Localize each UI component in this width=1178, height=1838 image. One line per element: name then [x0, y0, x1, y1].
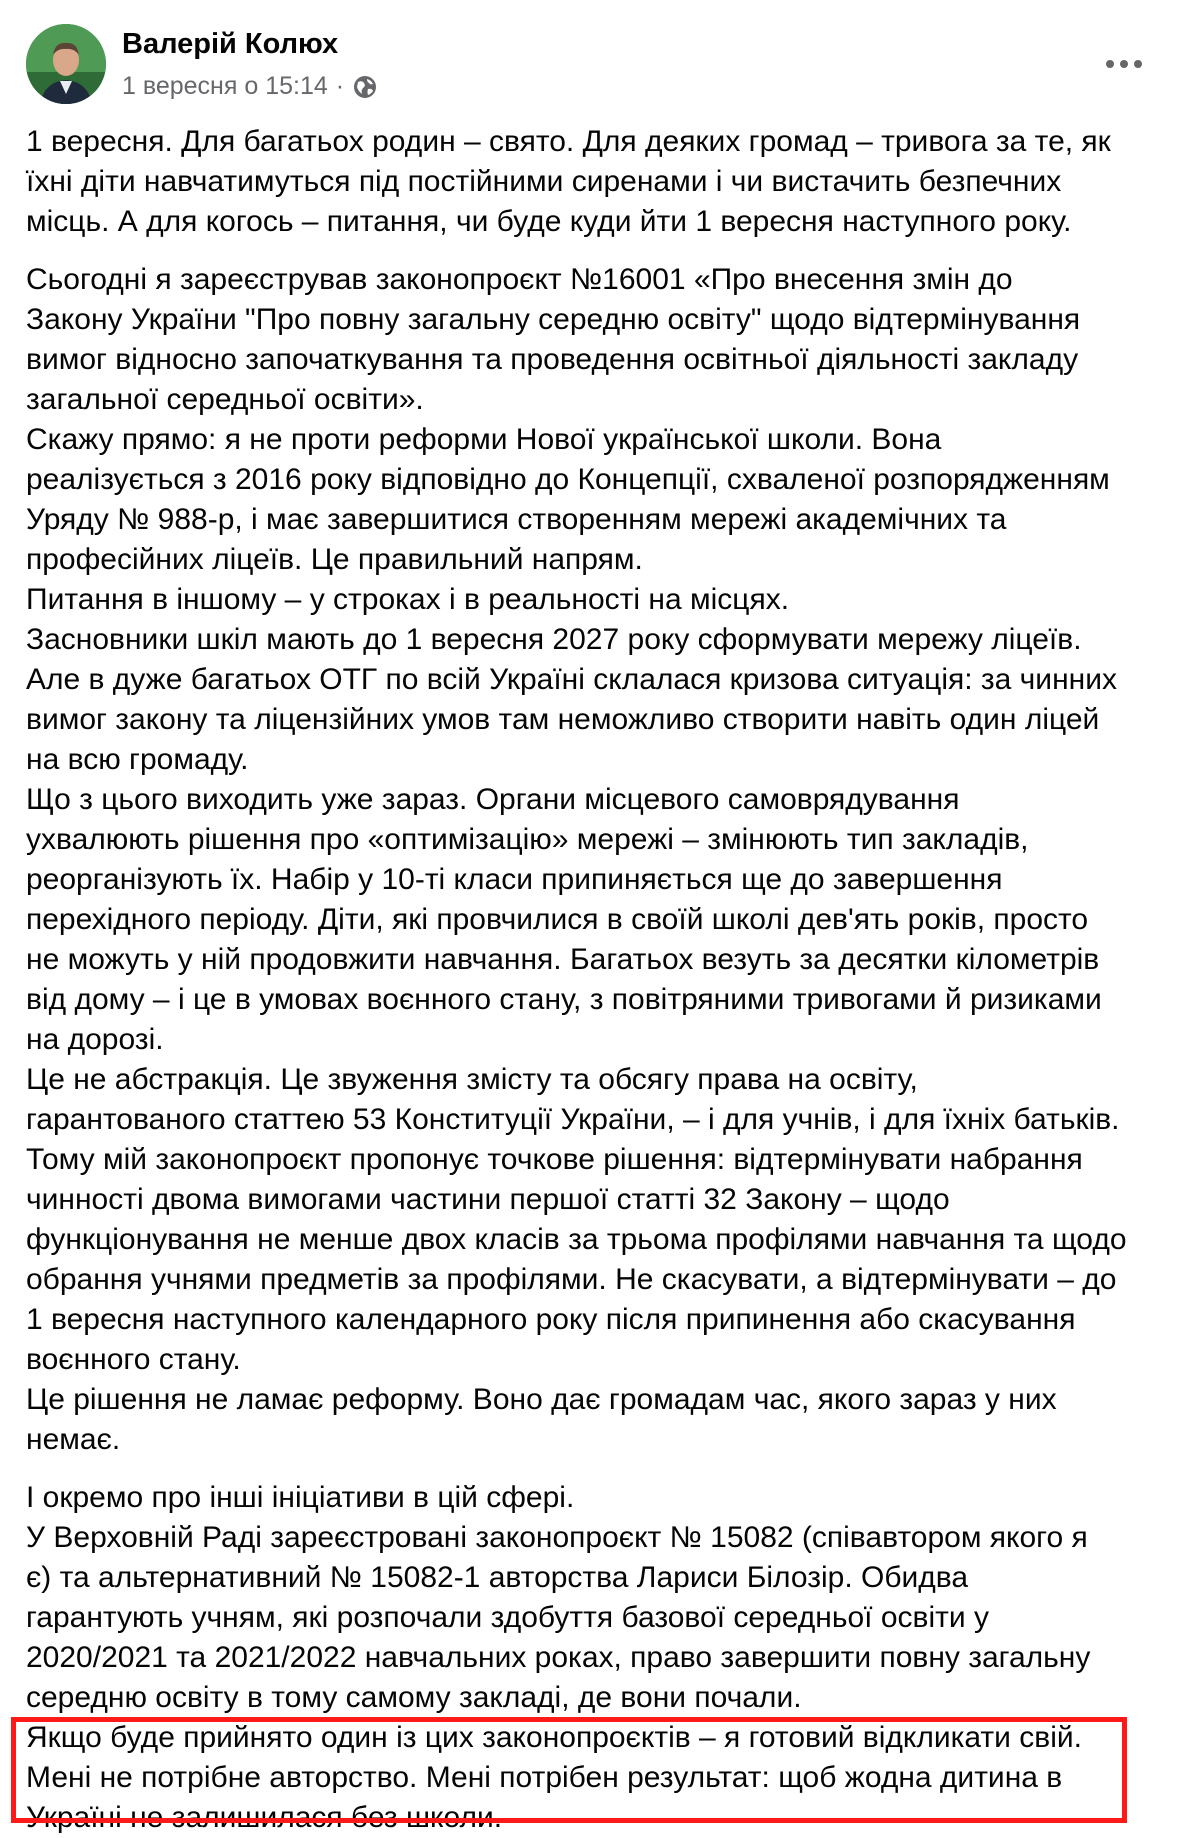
- post-text-line: Україні не залишилася без школи.: [26, 1801, 503, 1834]
- more-options-button[interactable]: [1092, 44, 1156, 84]
- post-text-line: вимог закону та ліцензійних умов там неможливо створити навіть один ліцей: [26, 703, 1100, 736]
- post-text-line: воєнного стану.: [26, 1343, 241, 1376]
- post-text-line: перехідного періоду. Діти, які провчилися в своїй школі дев'ять років, просто: [26, 903, 1089, 936]
- post-text-line: функціонування не менше двох класів за трьома профілями навчання та щодо: [26, 1223, 1127, 1256]
- avatar-photo-icon: [26, 24, 106, 104]
- more-options-icon: [1106, 60, 1114, 68]
- post-text-line: Уряду № 988-р, і має завершитися створенням мережі академічних та: [26, 503, 1007, 536]
- globe-icon[interactable]: [352, 74, 378, 100]
- post-text-line: реалізується з 2016 року відповідно до Концепції, схваленої розпорядженням: [26, 463, 1110, 496]
- post-text-line: Але в дуже багатьох ОТГ по всій Україні склалася кризова ситуація: за чинних: [26, 663, 1117, 696]
- post-paragraph: [26, 122, 1160, 242]
- author-avatar[interactable]: [26, 24, 106, 104]
- post-header: [26, 24, 1156, 108]
- post-text-line: 1 вересня. Для багатьох родин – свято. Для деяких громад – тривога за те, як: [26, 125, 1111, 158]
- post-text-line: від дому – і це в умовах воєнного стану, з повітряними тривогами й ризиками: [26, 983, 1102, 1016]
- post-text-line: Питання в іншому – у строках і в реальності на місцях.: [26, 583, 790, 616]
- post-text-line: У Верховній Раді зареєстровані законопроєкт № 15082 (співавтором якого я: [26, 1521, 1088, 1554]
- post-text-line: Якщо буде прийнято один із цих законопроєктів – я готовий відкликати свій.: [26, 1721, 1082, 1754]
- post-meta: [122, 72, 378, 101]
- post-text-line: їхні діти навчатимуться під постійними сиренами і чи вистачить безпечних: [26, 165, 1062, 198]
- post-text-line: вимог відносно започаткування та проведення освітньої діяльності закладу: [26, 343, 1079, 376]
- post-text-line: Закону України "Про повну загальну середню освіту" щодо відтермінування: [26, 303, 1081, 336]
- post-text-line: гарантованого статтею 53 Конституції України, – і для учнів, і для їхніх батьків.: [26, 1103, 1120, 1136]
- post-text-line: місць. А для когось – питання, чи буде куди йти 1 вересня наступного року.: [26, 205, 1072, 238]
- post-text-line: 1 вересня наступного календарного року після припинення або скасування: [26, 1303, 1076, 1336]
- post-text-line: Це рішення не ламає реформу. Воно дає громадам час, якого зараз у них: [26, 1383, 1057, 1416]
- post-text-line: Сьогодні я зареєстрував законопроєкт №16001 «Про внесення змін до: [26, 263, 1013, 296]
- meta-separator: ·: [335, 72, 345, 100]
- post-text-line: Скажу прямо: я не проти реформи Нової української школи. Вона: [26, 423, 942, 456]
- post-text-line: Тому мій законопроєкт пропонує точкове рішення: відтермінувати набрання: [26, 1143, 1083, 1176]
- author-name[interactable]: Валерій Колюх: [122, 28, 339, 60]
- post-text-line: не можуть у ній продовжити навчання. Багатьох везуть за десятки кілометрів: [26, 943, 1100, 976]
- post-body: [26, 122, 1160, 1838]
- post-text-line: ухвалюють рішення про «оптимізацію» мережі – змінюють тип закладів,: [26, 823, 1029, 856]
- post-paragraph: [26, 1478, 1160, 1838]
- post-text-line: Це не абстракція. Це звуження змісту та обсягу права на освіту,: [26, 1063, 918, 1096]
- post-text-line: обрання учнями предметів за профілями. Не скасувати, а відтермінувати – до: [26, 1263, 1117, 1296]
- post-text-line: гарантують учням, які розпочали здобуття базової середньої освіти у: [26, 1601, 989, 1634]
- post-paragraph: [26, 260, 1160, 1460]
- post-text-line: 2020/2021 та 2021/2022 навчальних роках, право завершити повну загальну: [26, 1641, 1091, 1674]
- post-timestamp[interactable]: 1 вересня о 15:14: [122, 72, 328, 100]
- post-text-line: немає.: [26, 1423, 121, 1456]
- post-text-line: загальної середньої освіти».: [26, 383, 424, 416]
- post-text-line: Що з цього виходить уже зараз. Органи місцевого самоврядування: [26, 783, 960, 816]
- post-text-line: реорганізують їх. Набір у 10-ті класи припиняється ще до завершення: [26, 863, 1003, 896]
- post-text-line: на дорозі.: [26, 1023, 164, 1056]
- post-text-line: Мені не потрібне авторство. Мені потрібен результат: щоб жодна дитина в: [26, 1761, 1063, 1794]
- post-text-line: на всю громаду.: [26, 743, 249, 776]
- post-text-line: є) та альтернативний № 15082-1 авторства Лариси Білозір. Обидва: [26, 1561, 969, 1594]
- post-text-line: Засновники шкіл мають до 1 вересня 2027 року сформувати мережу ліцеїв.: [26, 623, 1082, 656]
- post-text-line: чинності двома вимогами частини першої статті 32 Закону – щодо: [26, 1183, 950, 1216]
- post-text-line: І окремо про інші ініціативи в цій сфері.: [26, 1481, 575, 1514]
- post-text-line: середню освіту в тому самому закладі, де вони почали.: [26, 1681, 802, 1714]
- post-text-line: професійних ліцеїв. Це правильний напрям.: [26, 543, 643, 576]
